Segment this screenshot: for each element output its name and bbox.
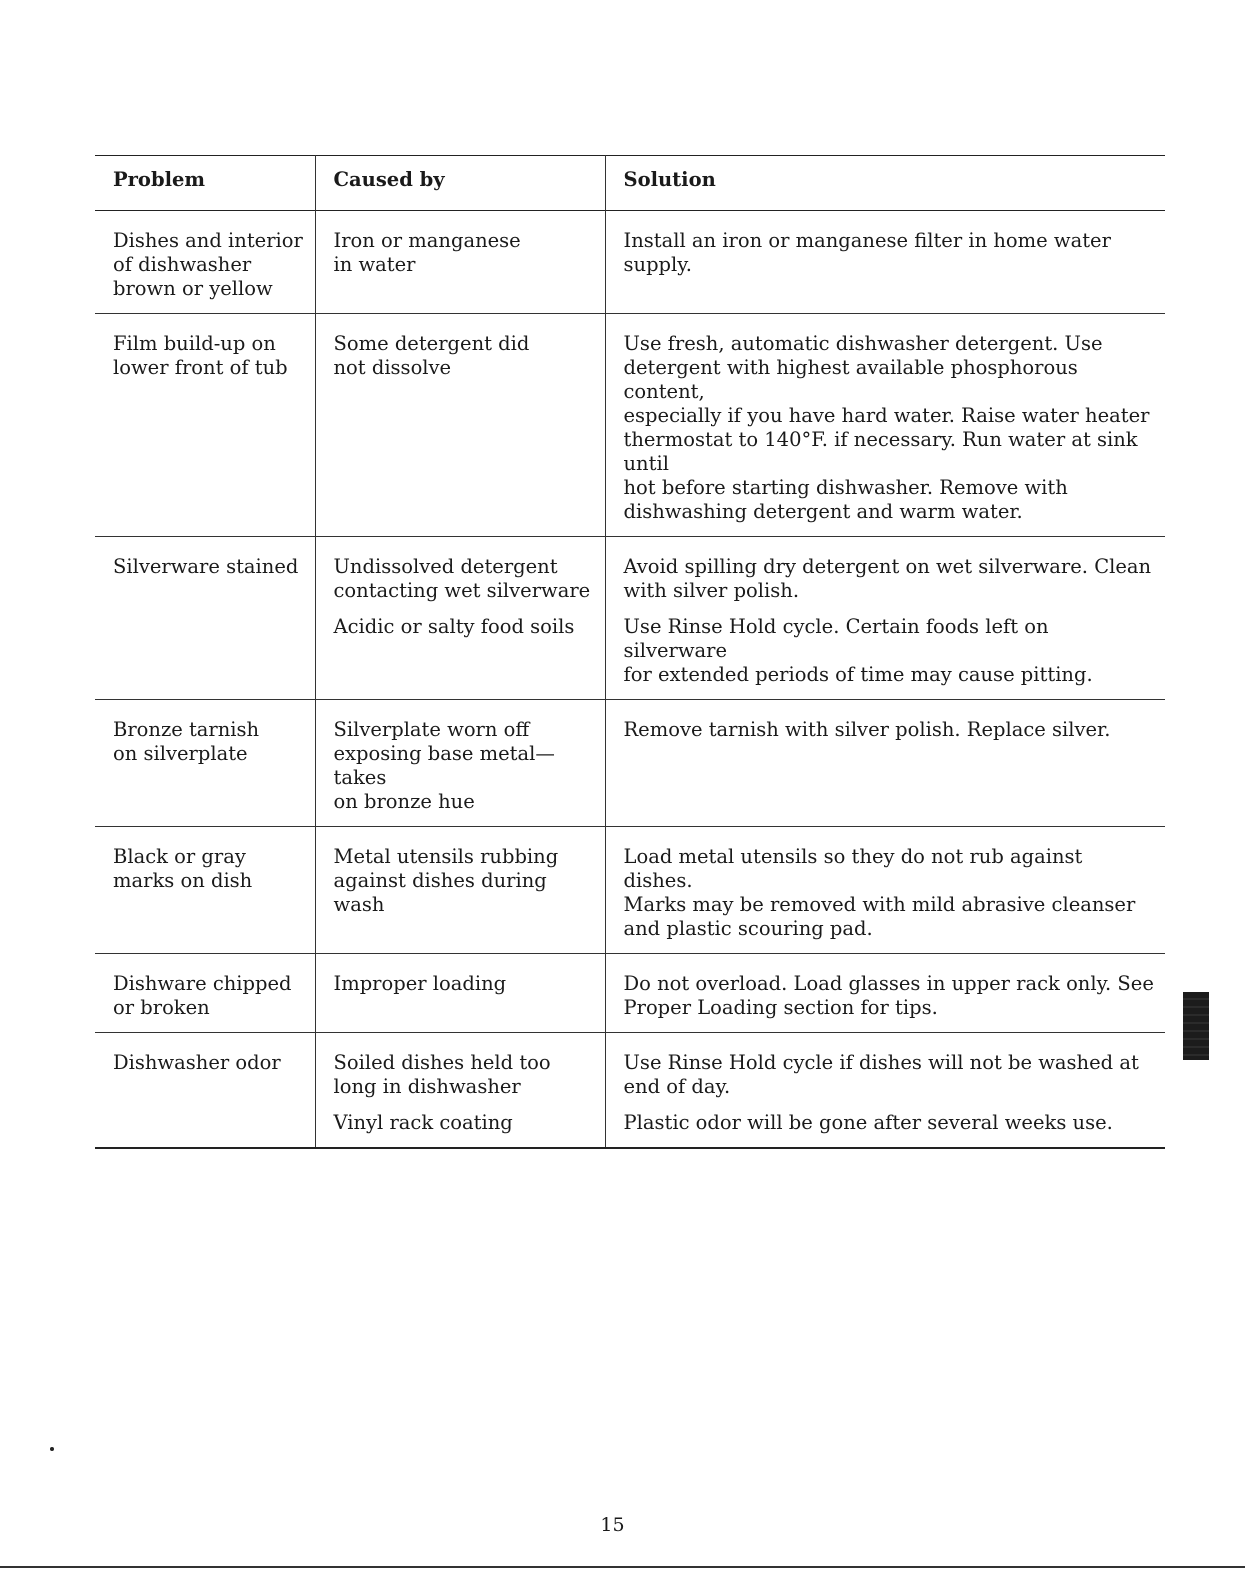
problem-text: Dishwasher odor [113,1051,281,1074]
problem-cell [95,827,315,954]
table-row [95,211,1165,314]
cause-cell [315,314,605,537]
header-caused-by: Caused by [315,156,605,211]
header-solution: Solution [605,156,1165,211]
table-row [95,954,1165,1033]
solution-cell [605,314,1165,537]
solution-text: Avoid spilling dry detergent on wet silverware. Clean with silver polish. [623,555,1152,602]
table-row [95,314,1165,537]
solution-text: Use Rinse Hold cycle. Certain foods left on silverware for extended periods of time may cause pitting. [623,615,1093,686]
troubleshooting-table [95,155,1165,1149]
problem-text: Silverware stained [113,555,299,578]
problem-cell [95,700,315,827]
problem-text: Dishware chipped or broken [113,972,292,1019]
problem-cell [95,211,315,314]
solution-cell [605,537,1165,700]
solution-text: Use fresh, automatic dishwasher detergent. Use detergent with highest available phosphorous content, especially if you have hard water. Raise water heater thermostat to 140°F. if necessary. Run water at sink until hot before starting dishwasher. Remove with dishwashing detergent and warm water. [623,332,1150,523]
solution-text: Do not overload. Load glasses in upper rack only. See Proper Loading section for tips. [623,972,1154,1019]
problem-text: Bronze tarnish on silverplate [113,718,260,765]
cause-text: Soiled dishes held too long in dishwasher [333,1051,551,1098]
problem-text: Dishes and interior of dishwasher brown or yellow [113,229,303,300]
cause-text: Undissolved detergent contacting wet silverware [333,555,591,602]
solution-cell [605,954,1165,1033]
bottom-edge-rule [0,1566,1245,1568]
problem-cell [95,314,315,537]
page-number: 15 [600,1514,625,1536]
cause-text: Silverplate worn off exposing base metal—takes on bronze hue [333,718,555,813]
cause-text: Improper loading [333,972,507,995]
solution-cell [605,211,1165,314]
cause-text: Metal utensils rubbing against dishes during wash [333,845,559,916]
solution-cell [605,700,1165,827]
cause-text: Acidic or salty food soils [333,615,575,638]
cause-text: Vinyl rack coating [333,1111,513,1134]
table-row [95,700,1165,827]
cause-text: Some detergent did not dissolve [333,332,530,379]
solution-text: Plastic odor will be gone after several weeks use. [623,1111,1113,1134]
solution-text: Install an iron or manganese filter in home water supply. [623,229,1111,276]
cause-cell [315,537,605,700]
problem-cell [95,1033,315,1149]
problem-text: Film build-up on lower front of tub [113,332,288,379]
problem-text: Black or gray marks on dish [113,845,253,892]
cause-cell [315,827,605,954]
table-header-row [95,156,1165,211]
cause-cell [315,1033,605,1149]
solution-cell [605,827,1165,954]
troubleshooting-table-wrapper [95,155,1165,1149]
table-row [95,1033,1165,1149]
cause-text: Iron or manganese in water [333,229,521,276]
solution-cell [605,1033,1165,1149]
cause-cell [315,211,605,314]
problem-cell [95,537,315,700]
solution-text: Load metal utensils so they do not rub against dishes. Marks may be removed with mild abrasive cleanser and plastic scouring pad. [623,845,1136,940]
table-row [95,537,1165,700]
cause-cell [315,954,605,1033]
scan-speck [50,1447,54,1451]
cause-cell [315,700,605,827]
table-row [95,827,1165,954]
header-problem: Problem [113,168,206,191]
solution-text: Remove tarnish with silver polish. Replace silver. [623,718,1111,741]
problem-cell [95,954,315,1033]
section-tab-marker [1183,992,1209,1060]
solution-text: Use Rinse Hold cycle if dishes will not be washed at end of day. [623,1051,1139,1098]
